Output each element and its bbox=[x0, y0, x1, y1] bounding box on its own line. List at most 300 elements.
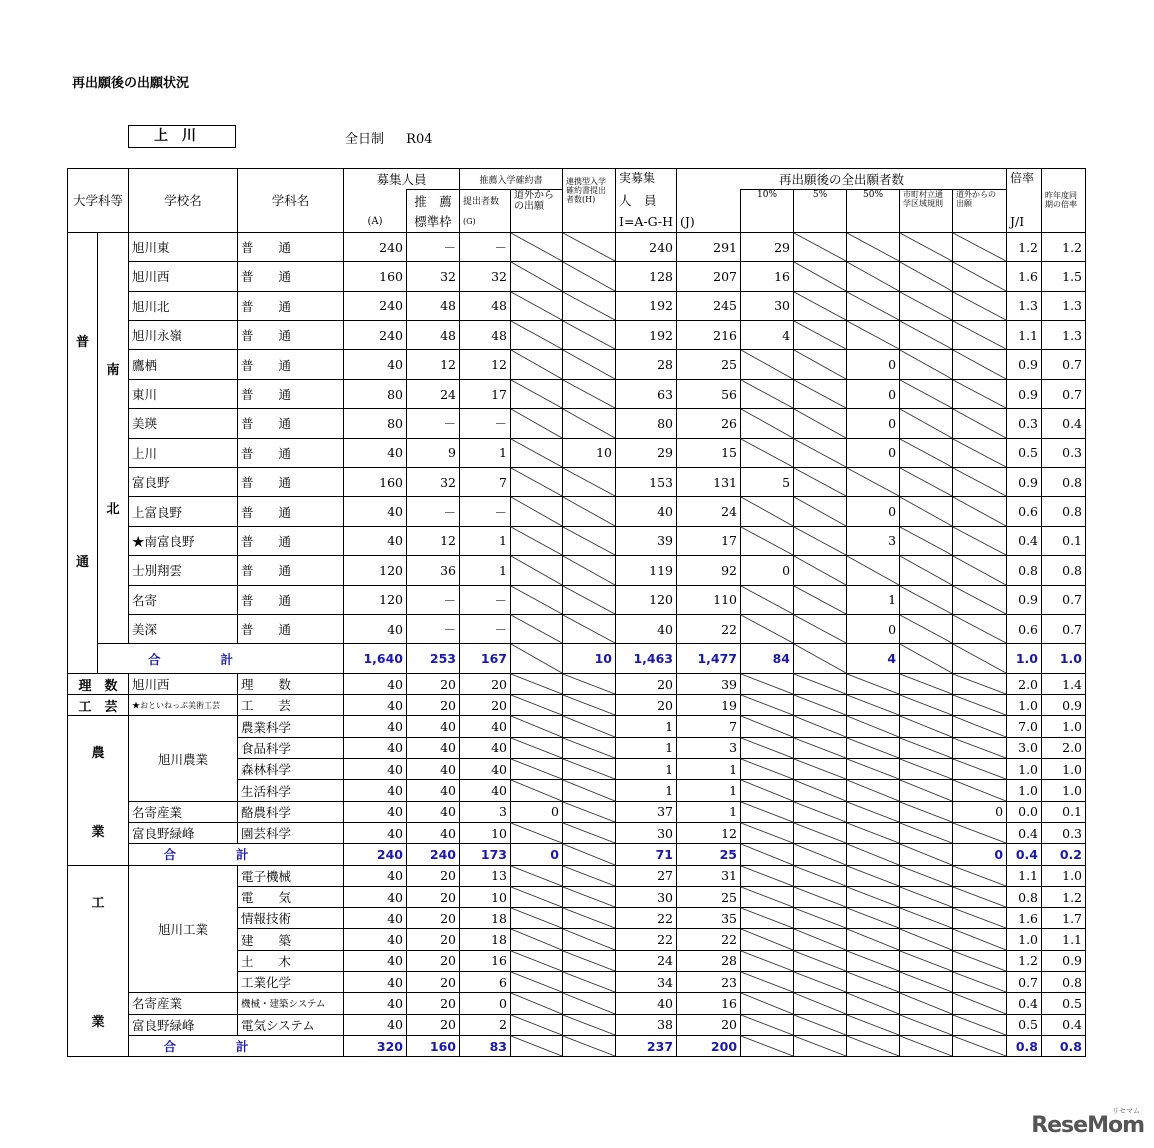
header-p10: 10% bbox=[741, 190, 794, 233]
hatched-cell bbox=[953, 350, 1007, 379]
hatched-cell bbox=[794, 908, 847, 929]
hatched-cell bbox=[563, 801, 616, 822]
value-cell: 20 bbox=[460, 695, 511, 716]
value-cell: 40 bbox=[344, 716, 407, 737]
hatched-cell bbox=[794, 438, 847, 467]
jitsu-cell: 63 bbox=[616, 379, 677, 408]
p10-cell: 30 bbox=[741, 291, 794, 320]
last-ratio-cell: 0.7 bbox=[1042, 585, 1086, 614]
hatched-cell bbox=[511, 908, 563, 929]
value-cell: 40 bbox=[344, 1014, 407, 1035]
apps-cell: 131 bbox=[677, 468, 741, 497]
dougai-cell: 0 bbox=[511, 801, 563, 822]
table-row bbox=[68, 1014, 1086, 1035]
value-cell: 30 bbox=[616, 886, 677, 907]
value-cell: 20 bbox=[407, 908, 460, 929]
category-kogyo bbox=[68, 865, 129, 1057]
hatched-cell bbox=[511, 291, 563, 320]
last-ratio-cell: 1.2 bbox=[1042, 232, 1086, 261]
hatched-cell bbox=[794, 262, 847, 291]
hatched-cell bbox=[741, 614, 794, 643]
value-cell: 1.4 bbox=[1042, 673, 1086, 694]
hatched-cell bbox=[511, 695, 563, 716]
hatched-cell bbox=[953, 993, 1007, 1014]
ratio-cell: 0.9 bbox=[1007, 585, 1042, 614]
header-dougai2: 道外からの出願 bbox=[953, 190, 1007, 233]
recruit-cell: 160 bbox=[344, 262, 407, 291]
total-cell: 240 bbox=[407, 844, 460, 865]
value-cell: 39 bbox=[677, 673, 741, 694]
hatched-cell bbox=[563, 585, 616, 614]
hatched-cell bbox=[563, 908, 616, 929]
hatched-cell bbox=[563, 321, 616, 350]
dept-name: 園芸科学 bbox=[238, 822, 344, 843]
total-label: 合計 bbox=[98, 644, 344, 674]
value-cell: 0 bbox=[460, 993, 511, 1014]
hatched-cell bbox=[511, 929, 563, 950]
total-cell: 0.2 bbox=[1042, 844, 1086, 865]
ratio-cell: 0.9 bbox=[1007, 468, 1042, 497]
hatched-cell bbox=[794, 556, 847, 585]
school-name: ★おといねっぷ美術工芸 bbox=[129, 695, 238, 716]
last-ratio-cell: 1.3 bbox=[1042, 321, 1086, 350]
hatched-cell bbox=[563, 1014, 616, 1035]
dept-name: 普 通 bbox=[238, 497, 344, 526]
value-cell: 16 bbox=[677, 993, 741, 1014]
value-cell: 40 bbox=[344, 780, 407, 801]
renkei-cell: 10 bbox=[563, 438, 616, 467]
hatched-cell bbox=[900, 1035, 953, 1056]
hatched-cell bbox=[563, 526, 616, 555]
school-name: 名寄産業 bbox=[129, 801, 238, 822]
value-cell: 35 bbox=[677, 908, 741, 929]
value-cell: 40 bbox=[344, 737, 407, 758]
hatched-cell bbox=[900, 526, 953, 555]
hatched-cell bbox=[741, 497, 794, 526]
p50-cell: 0 bbox=[847, 438, 900, 467]
jitsu-cell: 128 bbox=[616, 262, 677, 291]
last-ratio-cell: 1.3 bbox=[1042, 291, 1086, 320]
hatched-cell bbox=[953, 759, 1007, 780]
total-cell: 71 bbox=[616, 844, 677, 865]
value-cell: 2.0 bbox=[1007, 673, 1042, 694]
recruit-cell: 240 bbox=[344, 291, 407, 320]
hatched-cell bbox=[511, 232, 563, 261]
value-cell: 40 bbox=[344, 695, 407, 716]
total-cell: 1.0 bbox=[1042, 644, 1086, 674]
hatched-cell bbox=[794, 468, 847, 497]
last-ratio-cell: 0.4 bbox=[1042, 409, 1086, 438]
hatched-cell bbox=[563, 716, 616, 737]
teishutsu-cell: 12 bbox=[460, 350, 511, 379]
hatched-cell bbox=[847, 695, 900, 716]
value-cell: 1.0 bbox=[1007, 695, 1042, 716]
dept-name: 普 通 bbox=[238, 614, 344, 643]
header-teishutsu-g: (G) bbox=[460, 211, 511, 232]
jitsu-cell: 39 bbox=[616, 526, 677, 555]
p50-cell: 0 bbox=[847, 350, 900, 379]
hatched-cell bbox=[794, 350, 847, 379]
region-label: 上川 bbox=[128, 125, 236, 148]
hatched-cell bbox=[847, 232, 900, 261]
hatched-cell bbox=[900, 972, 953, 993]
school-name: 旭川農業 bbox=[129, 716, 238, 801]
hatched-cell bbox=[900, 614, 953, 643]
value-cell: 1.0 bbox=[1042, 716, 1086, 737]
teishutsu-cell: 32 bbox=[460, 262, 511, 291]
header-recruit-a: (A) bbox=[344, 211, 407, 232]
value-cell: 20 bbox=[407, 950, 460, 971]
school-name: 名寄産業 bbox=[129, 993, 238, 1014]
value-cell: 38 bbox=[616, 1014, 677, 1035]
jitsu-cell: 192 bbox=[616, 321, 677, 350]
value-cell: 20 bbox=[460, 673, 511, 694]
dept-name: 酪農科学 bbox=[238, 801, 344, 822]
teishutsu-cell: 48 bbox=[460, 321, 511, 350]
hatched-cell bbox=[511, 614, 563, 643]
hatched-cell bbox=[794, 644, 847, 674]
table-row-risu bbox=[68, 673, 1086, 694]
dept-name: 普 通 bbox=[238, 526, 344, 555]
jitsu-cell: 40 bbox=[616, 614, 677, 643]
hatched-cell bbox=[511, 409, 563, 438]
hatched-cell bbox=[847, 468, 900, 497]
table-row bbox=[68, 232, 1086, 261]
hatched-cell bbox=[900, 780, 953, 801]
ratio-cell: 0.6 bbox=[1007, 497, 1042, 526]
value-cell: 40 bbox=[344, 865, 407, 886]
value-cell: 20 bbox=[407, 993, 460, 1014]
dept-name: 土 木 bbox=[238, 950, 344, 971]
total-cell: 83 bbox=[460, 1035, 511, 1056]
hatched-cell bbox=[794, 585, 847, 614]
hatched-cell bbox=[563, 993, 616, 1014]
value-cell: 1 bbox=[616, 716, 677, 737]
value-cell: 1.6 bbox=[1007, 908, 1042, 929]
value-cell: 1.1 bbox=[1042, 929, 1086, 950]
hatched-cell bbox=[953, 972, 1007, 993]
category-nogyo bbox=[68, 716, 129, 865]
school-name: 東川 bbox=[129, 379, 238, 408]
apps-cell: 207 bbox=[677, 262, 741, 291]
category-nogyo-a: 農 bbox=[91, 745, 105, 761]
hatched-cell bbox=[847, 291, 900, 320]
value-cell: 20 bbox=[407, 886, 460, 907]
school-name: 鷹栖 bbox=[129, 350, 238, 379]
hatched-cell bbox=[563, 379, 616, 408]
category-kogei: 工 芸 bbox=[68, 695, 129, 716]
teishutsu-cell: 17 bbox=[460, 379, 511, 408]
hatched-cell bbox=[511, 822, 563, 843]
last-ratio-cell: 0.7 bbox=[1042, 614, 1086, 643]
value-cell: 18 bbox=[460, 908, 511, 929]
header-shichoson: 市町村立通学区域規則 bbox=[900, 190, 953, 233]
watermark-logo bbox=[1031, 1107, 1144, 1138]
category-risu: 理 数 bbox=[68, 673, 129, 694]
total-cell: 320 bbox=[344, 1035, 407, 1056]
suisen-cell: 48 bbox=[407, 291, 460, 320]
hatched-cell bbox=[563, 822, 616, 843]
hatched-cell bbox=[900, 232, 953, 261]
hatched-cell bbox=[741, 950, 794, 971]
value-cell: 1.0 bbox=[1007, 780, 1042, 801]
p50-cell: 3 bbox=[847, 526, 900, 555]
dept-name: 工 芸 bbox=[238, 695, 344, 716]
total-cell: 25 bbox=[677, 844, 741, 865]
hatched-cell bbox=[741, 695, 794, 716]
value-cell: 20 bbox=[616, 695, 677, 716]
hatched-cell bbox=[900, 844, 953, 865]
value-cell: 1 bbox=[677, 780, 741, 801]
hatched-cell bbox=[563, 759, 616, 780]
value-cell: 2 bbox=[460, 1014, 511, 1035]
value-cell: 40 bbox=[407, 716, 460, 737]
value-cell: 28 bbox=[677, 950, 741, 971]
hatched-cell bbox=[953, 556, 1007, 585]
value-cell: 0.4 bbox=[1007, 993, 1042, 1014]
hatched-cell bbox=[847, 737, 900, 758]
value-cell: 18 bbox=[460, 929, 511, 950]
apps-cell: 245 bbox=[677, 291, 741, 320]
p50-cell: 0 bbox=[847, 379, 900, 408]
region-col bbox=[98, 232, 129, 643]
hatched-cell bbox=[563, 929, 616, 950]
hatched-cell bbox=[741, 379, 794, 408]
hatched-cell bbox=[900, 695, 953, 716]
teishutsu-cell: 1 bbox=[460, 556, 511, 585]
ratio-cell: 0.8 bbox=[1007, 556, 1042, 585]
value-cell: 7 bbox=[677, 716, 741, 737]
header-yakusho: 推薦入学確約書 bbox=[460, 169, 563, 190]
value-cell: 1 bbox=[616, 737, 677, 758]
total-cell: 1.0 bbox=[1007, 644, 1042, 674]
hatched-cell bbox=[511, 1014, 563, 1035]
dept-name: 普 通 bbox=[238, 438, 344, 467]
value-cell: 40 bbox=[344, 801, 407, 822]
dept-name: 電 気 bbox=[238, 886, 344, 907]
suisen-cell: 36 bbox=[407, 556, 460, 585]
total-row-futsu bbox=[68, 644, 1086, 674]
hatched-cell bbox=[847, 759, 900, 780]
table-row bbox=[68, 716, 1086, 737]
ratio-cell: 0.3 bbox=[1007, 409, 1042, 438]
school-name: ★南富良野 bbox=[129, 526, 238, 555]
value-cell: 40 bbox=[344, 929, 407, 950]
hatched-cell bbox=[900, 673, 953, 694]
table-row bbox=[68, 497, 1086, 526]
hatched-cell bbox=[511, 737, 563, 758]
total-cell: 0 bbox=[953, 844, 1007, 865]
hatched-cell bbox=[900, 644, 953, 674]
hatched-cell bbox=[741, 409, 794, 438]
hatched-cell bbox=[563, 886, 616, 907]
hatched-cell bbox=[794, 780, 847, 801]
teishutsu-cell: － bbox=[460, 497, 511, 526]
hatched-cell bbox=[900, 556, 953, 585]
jitsu-cell: 119 bbox=[616, 556, 677, 585]
hatched-cell bbox=[563, 262, 616, 291]
value-cell: 20 bbox=[677, 1014, 741, 1035]
hatched-cell bbox=[511, 673, 563, 694]
hatched-cell bbox=[511, 972, 563, 993]
value-cell: 0.4 bbox=[1042, 1014, 1086, 1035]
last-ratio-cell: 0.7 bbox=[1042, 379, 1086, 408]
dept-name: 普 通 bbox=[238, 379, 344, 408]
recruit-cell: 40 bbox=[344, 614, 407, 643]
value-cell: 0.9 bbox=[1042, 950, 1086, 971]
total-label: 合計 bbox=[129, 844, 344, 865]
hatched-cell bbox=[953, 321, 1007, 350]
hatched-cell bbox=[741, 972, 794, 993]
ratio-cell: 1.2 bbox=[1007, 232, 1042, 261]
school-name: 富良野緑峰 bbox=[129, 1014, 238, 1035]
value-cell: 0.9 bbox=[1042, 695, 1086, 716]
dept-name: 理 数 bbox=[238, 673, 344, 694]
hatched-cell bbox=[511, 759, 563, 780]
hatched-cell bbox=[741, 737, 794, 758]
region-north: 北 bbox=[106, 502, 120, 518]
hatched-cell bbox=[900, 801, 953, 822]
page-title: 再出願後の出願状況 bbox=[72, 76, 190, 91]
dougai2-cell: 0 bbox=[953, 801, 1007, 822]
hatched-cell bbox=[953, 232, 1007, 261]
suisen-cell: － bbox=[407, 585, 460, 614]
total-cell: 84 bbox=[741, 644, 794, 674]
dept-name: 農業科学 bbox=[238, 716, 344, 737]
hatched-cell bbox=[900, 993, 953, 1014]
header-jitsu: 実募集 bbox=[616, 169, 677, 190]
value-cell: 40 bbox=[344, 908, 407, 929]
school-name: 上富良野 bbox=[129, 497, 238, 526]
total-cell: 237 bbox=[616, 1035, 677, 1056]
schedule-label: 全日制 bbox=[345, 132, 385, 147]
value-cell: 20 bbox=[616, 673, 677, 694]
apps-cell: 24 bbox=[677, 497, 741, 526]
hatched-cell bbox=[953, 644, 1007, 674]
header-school: 学校名 bbox=[129, 169, 238, 233]
value-cell: 0.1 bbox=[1042, 801, 1086, 822]
value-cell: 40 bbox=[344, 822, 407, 843]
value-cell: 1.1 bbox=[1007, 865, 1042, 886]
dept-name: 普 通 bbox=[238, 321, 344, 350]
hatched-cell bbox=[511, 438, 563, 467]
hatched-cell bbox=[847, 1014, 900, 1035]
table-row bbox=[68, 262, 1086, 291]
suisen-cell: 12 bbox=[407, 526, 460, 555]
hatched-cell bbox=[563, 291, 616, 320]
p50-cell: 0 bbox=[847, 614, 900, 643]
hatched-cell bbox=[794, 801, 847, 822]
table-row bbox=[68, 321, 1086, 350]
value-cell: 40 bbox=[344, 950, 407, 971]
table-row bbox=[68, 438, 1086, 467]
total-cell: 0 bbox=[511, 844, 563, 865]
value-cell: 10 bbox=[460, 822, 511, 843]
p10-cell: 5 bbox=[741, 468, 794, 497]
value-cell: 1.2 bbox=[1042, 886, 1086, 907]
header-last: 昨年度同期の倍率 bbox=[1042, 169, 1086, 233]
total-row-nogyo bbox=[68, 844, 1086, 865]
hatched-cell bbox=[953, 262, 1007, 291]
value-cell: 22 bbox=[616, 929, 677, 950]
recruit-cell: 160 bbox=[344, 468, 407, 497]
recruit-cell: 40 bbox=[344, 497, 407, 526]
p50-cell: 0 bbox=[847, 409, 900, 438]
value-cell: 37 bbox=[616, 801, 677, 822]
value-cell: 0.3 bbox=[1042, 822, 1086, 843]
header-renkei: 連携型入学確約書提出者数(H) bbox=[563, 169, 616, 233]
jitsu-cell: 29 bbox=[616, 438, 677, 467]
hatched-cell bbox=[741, 759, 794, 780]
hatched-cell bbox=[563, 737, 616, 758]
school-name: 旭川東 bbox=[129, 232, 238, 261]
p10-cell: 29 bbox=[741, 232, 794, 261]
hatched-cell bbox=[511, 865, 563, 886]
hatched-cell bbox=[847, 865, 900, 886]
hatched-cell bbox=[953, 468, 1007, 497]
recruit-cell: 240 bbox=[344, 321, 407, 350]
hatched-cell bbox=[900, 822, 953, 843]
table-row bbox=[68, 409, 1086, 438]
value-cell: 20 bbox=[407, 865, 460, 886]
apps-cell: 216 bbox=[677, 321, 741, 350]
last-ratio-cell: 0.8 bbox=[1042, 497, 1086, 526]
dept-name: 情報技術 bbox=[238, 908, 344, 929]
jitsu-cell: 40 bbox=[616, 497, 677, 526]
ratio-cell: 0.9 bbox=[1007, 350, 1042, 379]
teishutsu-cell: 48 bbox=[460, 291, 511, 320]
hatched-cell bbox=[900, 865, 953, 886]
hatched-cell bbox=[953, 438, 1007, 467]
hatched-cell bbox=[511, 556, 563, 585]
table-row bbox=[68, 865, 1086, 886]
hatched-cell bbox=[794, 929, 847, 950]
hatched-cell bbox=[953, 673, 1007, 694]
hatched-cell bbox=[741, 1035, 794, 1056]
value-cell: 40 bbox=[460, 780, 511, 801]
total-cell: 1,640 bbox=[344, 644, 407, 674]
hatched-cell bbox=[794, 716, 847, 737]
hatched-cell bbox=[511, 950, 563, 971]
value-cell: 12 bbox=[677, 822, 741, 843]
school-name: 士別翔雲 bbox=[129, 556, 238, 585]
hatched-cell bbox=[563, 1035, 616, 1056]
last-ratio-cell: 1.5 bbox=[1042, 262, 1086, 291]
hatched-cell bbox=[563, 780, 616, 801]
hatched-cell bbox=[741, 673, 794, 694]
hatched-cell bbox=[953, 908, 1007, 929]
last-ratio-cell: 0.7 bbox=[1042, 350, 1086, 379]
hatched-cell bbox=[900, 262, 953, 291]
hatched-cell bbox=[847, 262, 900, 291]
hatched-cell bbox=[511, 886, 563, 907]
apps-cell: 291 bbox=[677, 232, 741, 261]
hatched-cell bbox=[511, 468, 563, 497]
value-cell: 24 bbox=[616, 950, 677, 971]
hatched-cell bbox=[847, 886, 900, 907]
hatched-cell bbox=[847, 972, 900, 993]
total-cell: 4 bbox=[847, 644, 900, 674]
recruit-cell: 40 bbox=[344, 350, 407, 379]
hatched-cell bbox=[900, 1014, 953, 1035]
value-cell: 0.4 bbox=[1007, 822, 1042, 843]
header-bairitsu: 倍率 bbox=[1007, 169, 1042, 190]
hatched-cell bbox=[953, 585, 1007, 614]
value-cell: 30 bbox=[616, 822, 677, 843]
category-futsu-b: 通 bbox=[75, 554, 89, 570]
hatched-cell bbox=[953, 1014, 1007, 1035]
hatched-cell bbox=[794, 409, 847, 438]
